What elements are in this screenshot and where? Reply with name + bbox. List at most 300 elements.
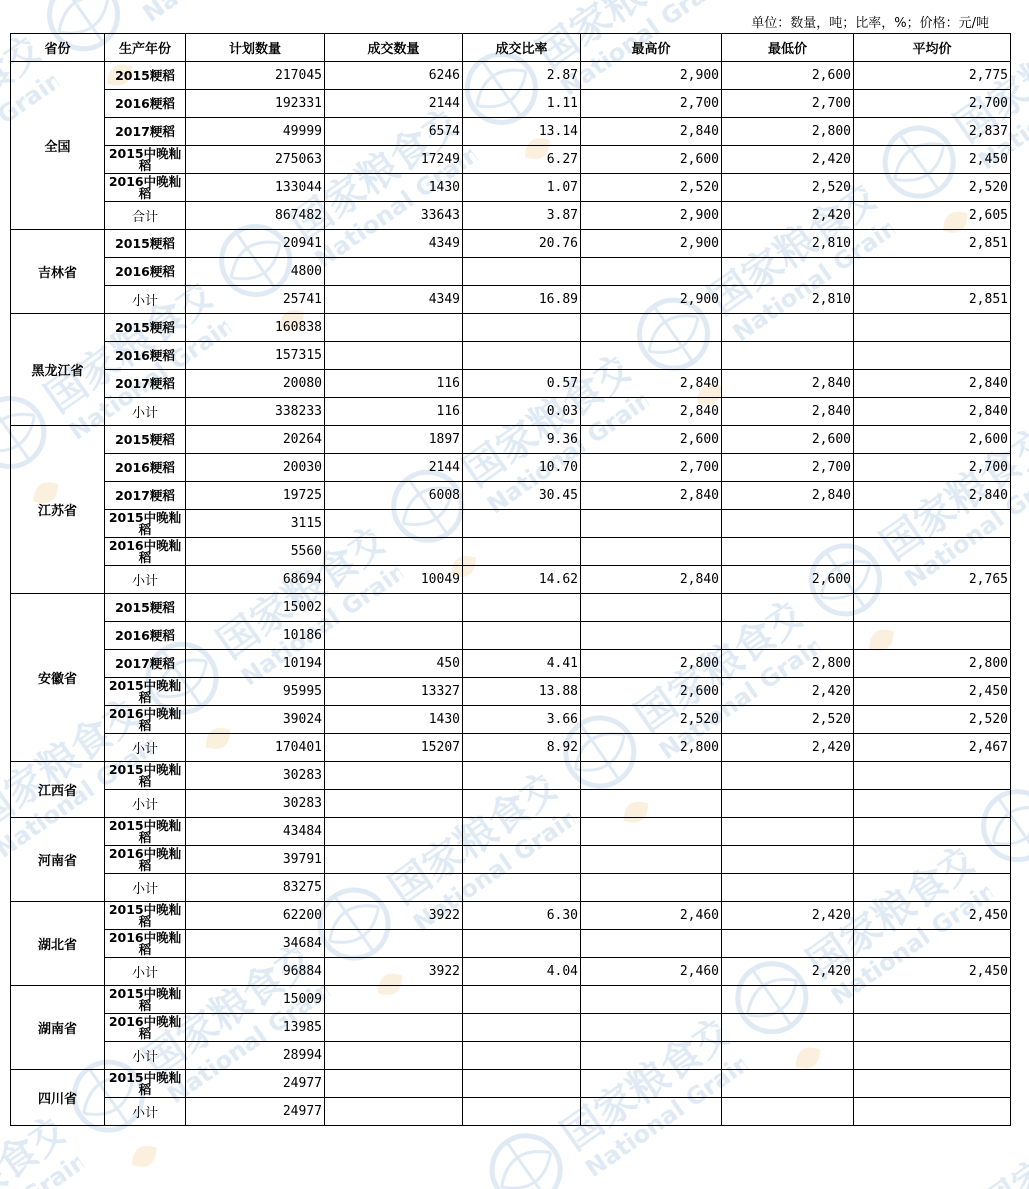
table-row <box>11 1014 1011 1042</box>
production-year-cell: 2015中晚籼稻 <box>105 510 186 538</box>
planned-quantity-cell: 20264 <box>186 426 325 454</box>
lowest-price-cell <box>722 538 854 566</box>
highest-price-cell: 2,900 <box>581 202 722 230</box>
trade-ratio-cell <box>463 930 581 958</box>
planned-quantity-cell: 15002 <box>186 594 325 622</box>
highest-price-cell <box>581 790 722 818</box>
traded-quantity-cell <box>325 846 463 874</box>
table-row <box>11 762 1011 790</box>
trade-ratio-cell: 2.87 <box>463 62 581 90</box>
highest-price-cell: 2,840 <box>581 482 722 510</box>
production-year-cell: 2015中晚籼稻 <box>105 678 186 706</box>
production-year-cell: 2015中晚籼稻 <box>105 818 186 846</box>
trade-ratio-cell <box>463 594 581 622</box>
lowest-price-cell <box>722 874 854 902</box>
lowest-price-cell: 2,810 <box>722 286 854 314</box>
production-year-cell: 2017粳稻 <box>105 370 186 398</box>
table-row <box>11 538 1011 566</box>
planned-quantity-cell: 43484 <box>186 818 325 846</box>
table-row <box>11 874 1011 902</box>
unit-note: 单位：数量，吨；比率，%；价格：元/吨 <box>751 16 989 31</box>
highest-price-cell <box>581 762 722 790</box>
traded-quantity-cell: 116 <box>325 398 463 426</box>
planned-quantity-cell: 20080 <box>186 370 325 398</box>
production-year-cell: 小计 <box>105 790 186 818</box>
planned-quantity-cell: 160838 <box>186 314 325 342</box>
lowest-price-cell: 2,420 <box>722 902 854 930</box>
planned-quantity-cell: 30283 <box>186 790 325 818</box>
traded-quantity-cell: 1430 <box>325 706 463 734</box>
production-year-cell: 小计 <box>105 286 186 314</box>
trade-ratio-cell: 9.36 <box>463 426 581 454</box>
table-row <box>11 734 1011 762</box>
header-row <box>11 34 1011 62</box>
lowest-price-cell <box>722 762 854 790</box>
province-cell: 河南省 <box>11 818 105 902</box>
planned-quantity-cell: 20030 <box>186 454 325 482</box>
province-cell: 黑龙江省 <box>11 314 105 426</box>
traded-quantity-cell <box>325 510 463 538</box>
highest-price-cell: 2,840 <box>581 398 722 426</box>
highest-price-cell: 2,600 <box>581 426 722 454</box>
table-row <box>11 902 1011 930</box>
table-row <box>11 230 1011 258</box>
planned-quantity-cell: 39791 <box>186 846 325 874</box>
planned-quantity-cell: 83275 <box>186 874 325 902</box>
average-price-cell <box>854 986 1011 1014</box>
planned-quantity-cell: 275063 <box>186 146 325 174</box>
production-year-cell: 2015中晚籼稻 <box>105 902 186 930</box>
traded-quantity-cell: 3922 <box>325 958 463 986</box>
planned-quantity-cell: 25741 <box>186 286 325 314</box>
lowest-price-cell <box>722 258 854 286</box>
highest-price-cell <box>581 538 722 566</box>
production-year-cell: 小计 <box>105 1042 186 1070</box>
average-price-cell: 2,450 <box>854 678 1011 706</box>
table-body <box>11 62 1011 1126</box>
highest-price-cell: 2,800 <box>581 650 722 678</box>
traded-quantity-cell <box>325 762 463 790</box>
traded-quantity-cell <box>325 622 463 650</box>
province-cell: 四川省 <box>11 1070 105 1126</box>
header-traded-quantity: 成交数量 <box>325 34 463 62</box>
highest-price-cell <box>581 1070 722 1098</box>
lowest-price-cell <box>722 510 854 538</box>
planned-quantity-cell: 95995 <box>186 678 325 706</box>
trade-ratio-cell: 10.70 <box>463 454 581 482</box>
average-price-cell <box>854 790 1011 818</box>
highest-price-cell: 2,460 <box>581 958 722 986</box>
planned-quantity-cell: 133044 <box>186 174 325 202</box>
production-year-cell: 2016中晚籼稻 <box>105 174 186 202</box>
highest-price-cell: 2,600 <box>581 678 722 706</box>
average-price-cell: 2,700 <box>854 90 1011 118</box>
production-year-cell: 小计 <box>105 958 186 986</box>
table-row <box>11 1070 1011 1098</box>
header-average-price: 平均价 <box>854 34 1011 62</box>
traded-quantity-cell <box>325 874 463 902</box>
production-year-cell: 2016中晚籼稻 <box>105 1014 186 1042</box>
highest-price-cell <box>581 314 722 342</box>
province-cell: 安徽省 <box>11 594 105 762</box>
production-year-cell: 2015中晚籼稻 <box>105 1070 186 1098</box>
planned-quantity-cell: 4800 <box>186 258 325 286</box>
lowest-price-cell: 2,800 <box>722 118 854 146</box>
lowest-price-cell <box>722 622 854 650</box>
table-row <box>11 174 1011 202</box>
lowest-price-cell <box>722 1014 854 1042</box>
traded-quantity-cell: 2144 <box>325 90 463 118</box>
table-row <box>11 510 1011 538</box>
traded-quantity-cell: 1430 <box>325 174 463 202</box>
lowest-price-cell: 2,700 <box>722 90 854 118</box>
production-year-cell: 小计 <box>105 398 186 426</box>
production-year-cell: 2015粳稻 <box>105 594 186 622</box>
production-year-cell: 小计 <box>105 734 186 762</box>
lowest-price-cell: 2,420 <box>722 734 854 762</box>
average-price-cell: 2,840 <box>854 482 1011 510</box>
planned-quantity-cell: 157315 <box>186 342 325 370</box>
lowest-price-cell <box>722 986 854 1014</box>
production-year-cell: 2015中晚籼稻 <box>105 762 186 790</box>
trade-ratio-cell <box>463 1070 581 1098</box>
average-price-cell: 2,700 <box>854 454 1011 482</box>
province-cell: 江西省 <box>11 762 105 818</box>
production-year-cell: 2015粳稻 <box>105 230 186 258</box>
table-row <box>11 90 1011 118</box>
trade-ratio-cell <box>463 342 581 370</box>
trade-ratio-cell <box>463 510 581 538</box>
production-year-cell: 2016粳稻 <box>105 342 186 370</box>
average-price-cell <box>854 1014 1011 1042</box>
trade-ratio-cell <box>463 874 581 902</box>
lowest-price-cell <box>722 1042 854 1070</box>
average-price-cell: 2,605 <box>854 202 1011 230</box>
average-price-cell: 2,775 <box>854 62 1011 90</box>
planned-quantity-cell: 10186 <box>186 622 325 650</box>
lowest-price-cell <box>722 314 854 342</box>
traded-quantity-cell: 3922 <box>325 902 463 930</box>
lowest-price-cell: 2,520 <box>722 174 854 202</box>
traded-quantity-cell <box>325 594 463 622</box>
trade-ratio-cell <box>463 538 581 566</box>
table-row <box>11 986 1011 1014</box>
trade-ratio-cell: 4.04 <box>463 958 581 986</box>
table-row <box>11 482 1011 510</box>
trade-ratio-cell: 0.03 <box>463 398 581 426</box>
traded-quantity-cell <box>325 1070 463 1098</box>
traded-quantity-cell: 6008 <box>325 482 463 510</box>
average-price-cell <box>854 818 1011 846</box>
table-row <box>11 1098 1011 1126</box>
production-year-cell: 2015中晚籼稻 <box>105 986 186 1014</box>
average-price-cell <box>854 510 1011 538</box>
planned-quantity-cell: 13985 <box>186 1014 325 1042</box>
traded-quantity-cell: 17249 <box>325 146 463 174</box>
average-price-cell: 2,837 <box>854 118 1011 146</box>
table-row <box>11 62 1011 90</box>
highest-price-cell <box>581 818 722 846</box>
planned-quantity-cell: 170401 <box>186 734 325 762</box>
trade-ratio-cell <box>463 790 581 818</box>
average-price-cell: 2,520 <box>854 174 1011 202</box>
traded-quantity-cell <box>325 818 463 846</box>
lowest-price-cell: 2,600 <box>722 62 854 90</box>
highest-price-cell: 2,700 <box>581 454 722 482</box>
trade-ratio-cell: 6.30 <box>463 902 581 930</box>
highest-price-cell <box>581 986 722 1014</box>
planned-quantity-cell: 49999 <box>186 118 325 146</box>
lowest-price-cell <box>722 790 854 818</box>
planned-quantity-cell: 24977 <box>186 1098 325 1126</box>
traded-quantity-cell: 2144 <box>325 454 463 482</box>
lowest-price-cell <box>722 1098 854 1126</box>
trade-ratio-cell <box>463 762 581 790</box>
highest-price-cell: 2,520 <box>581 174 722 202</box>
average-price-cell <box>854 930 1011 958</box>
production-year-cell: 小计 <box>105 874 186 902</box>
province-cell: 全国 <box>11 62 105 230</box>
trade-ratio-cell: 8.92 <box>463 734 581 762</box>
table-row <box>11 678 1011 706</box>
table-row <box>11 370 1011 398</box>
traded-quantity-cell: 6246 <box>325 62 463 90</box>
trade-ratio-cell <box>463 1014 581 1042</box>
production-year-cell: 合计 <box>105 202 186 230</box>
average-price-cell: 2,467 <box>854 734 1011 762</box>
trade-ratio-cell: 13.14 <box>463 118 581 146</box>
header-planned-quantity: 计划数量 <box>186 34 325 62</box>
trade-ratio-cell: 20.76 <box>463 230 581 258</box>
lowest-price-cell: 2,420 <box>722 678 854 706</box>
highest-price-cell <box>581 622 722 650</box>
lowest-price-cell: 2,600 <box>722 426 854 454</box>
trade-ratio-cell <box>463 818 581 846</box>
average-price-cell: 2,800 <box>854 650 1011 678</box>
average-price-cell: 2,450 <box>854 146 1011 174</box>
highest-price-cell: 2,520 <box>581 706 722 734</box>
trade-ratio-cell: 3.66 <box>463 706 581 734</box>
planned-quantity-cell: 39024 <box>186 706 325 734</box>
table-row <box>11 706 1011 734</box>
production-year-cell: 2017粳稻 <box>105 118 186 146</box>
planned-quantity-cell: 20941 <box>186 230 325 258</box>
production-year-cell: 2016粳稻 <box>105 258 186 286</box>
planned-quantity-cell: 24977 <box>186 1070 325 1098</box>
table-row <box>11 594 1011 622</box>
planned-quantity-cell: 3115 <box>186 510 325 538</box>
average-price-cell: 2,765 <box>854 566 1011 594</box>
production-year-cell: 2016粳稻 <box>105 454 186 482</box>
traded-quantity-cell <box>325 930 463 958</box>
lowest-price-cell: 2,840 <box>722 398 854 426</box>
average-price-cell <box>854 762 1011 790</box>
highest-price-cell <box>581 874 722 902</box>
planned-quantity-cell: 217045 <box>186 62 325 90</box>
trade-ratio-cell <box>463 1042 581 1070</box>
average-price-cell: 2,520 <box>854 706 1011 734</box>
trade-ratio-cell: 3.87 <box>463 202 581 230</box>
lowest-price-cell <box>722 930 854 958</box>
trade-ratio-cell: 4.41 <box>463 650 581 678</box>
average-price-cell <box>854 622 1011 650</box>
highest-price-cell: 2,900 <box>581 286 722 314</box>
highest-price-cell <box>581 510 722 538</box>
table-row <box>11 622 1011 650</box>
trade-ratio-cell <box>463 1098 581 1126</box>
province-cell: 湖南省 <box>11 986 105 1070</box>
average-price-cell <box>854 258 1011 286</box>
table-row <box>11 1042 1011 1070</box>
province-cell: 江苏省 <box>11 426 105 594</box>
highest-price-cell <box>581 258 722 286</box>
production-year-cell: 2016中晚籼稻 <box>105 846 186 874</box>
average-price-cell <box>854 594 1011 622</box>
traded-quantity-cell <box>325 314 463 342</box>
trade-ratio-cell <box>463 986 581 1014</box>
average-price-cell: 2,851 <box>854 230 1011 258</box>
trade-ratio-cell: 1.11 <box>463 90 581 118</box>
production-year-cell: 2016粳稻 <box>105 622 186 650</box>
trade-ratio-cell: 6.27 <box>463 146 581 174</box>
table-row <box>11 146 1011 174</box>
traded-quantity-cell: 1897 <box>325 426 463 454</box>
traded-quantity-cell: 33643 <box>325 202 463 230</box>
traded-quantity-cell <box>325 1042 463 1070</box>
planned-quantity-cell: 30283 <box>186 762 325 790</box>
production-year-cell: 2017粳稻 <box>105 482 186 510</box>
table-row <box>11 454 1011 482</box>
header-lowest-price: 最低价 <box>722 34 854 62</box>
highest-price-cell: 2,900 <box>581 230 722 258</box>
lowest-price-cell: 2,840 <box>722 370 854 398</box>
trade-ratio-cell <box>463 258 581 286</box>
traded-quantity-cell <box>325 538 463 566</box>
table-row <box>11 818 1011 846</box>
province-cell: 湖北省 <box>11 902 105 986</box>
highest-price-cell <box>581 1098 722 1126</box>
lowest-price-cell: 2,420 <box>722 146 854 174</box>
average-price-cell <box>854 874 1011 902</box>
production-year-cell: 2015粳稻 <box>105 314 186 342</box>
highest-price-cell <box>581 342 722 370</box>
lowest-price-cell: 2,420 <box>722 958 854 986</box>
table-row <box>11 258 1011 286</box>
table-row <box>11 790 1011 818</box>
header-trade-ratio: 成交比率 <box>463 34 581 62</box>
lowest-price-cell <box>722 818 854 846</box>
lowest-price-cell: 2,840 <box>722 482 854 510</box>
traded-quantity-cell <box>325 258 463 286</box>
average-price-cell <box>854 1042 1011 1070</box>
lowest-price-cell <box>722 342 854 370</box>
highest-price-cell <box>581 1014 722 1042</box>
traded-quantity-cell: 6574 <box>325 118 463 146</box>
highest-price-cell <box>581 594 722 622</box>
traded-quantity-cell <box>325 342 463 370</box>
average-price-cell <box>854 846 1011 874</box>
header-province: 省份 <box>11 34 105 62</box>
lowest-price-cell <box>722 846 854 874</box>
highest-price-cell: 2,800 <box>581 734 722 762</box>
highest-price-cell: 2,840 <box>581 566 722 594</box>
trade-ratio-cell <box>463 314 581 342</box>
trade-ratio-cell <box>463 622 581 650</box>
average-price-cell: 2,600 <box>854 426 1011 454</box>
highest-price-cell: 2,460 <box>581 902 722 930</box>
highest-price-cell <box>581 1042 722 1070</box>
province-cell: 吉林省 <box>11 230 105 314</box>
highest-price-cell: 2,700 <box>581 90 722 118</box>
table-row <box>11 930 1011 958</box>
production-year-cell: 2016中晚籼稻 <box>105 930 186 958</box>
traded-quantity-cell <box>325 1014 463 1042</box>
production-year-cell: 2015粳稻 <box>105 426 186 454</box>
highest-price-cell: 2,600 <box>581 146 722 174</box>
planned-quantity-cell: 96884 <box>186 958 325 986</box>
trade-ratio-cell: 0.57 <box>463 370 581 398</box>
production-year-cell: 小计 <box>105 566 186 594</box>
table-row <box>11 566 1011 594</box>
highest-price-cell: 2,840 <box>581 118 722 146</box>
planned-quantity-cell: 34684 <box>186 930 325 958</box>
table-row <box>11 398 1011 426</box>
table-row <box>11 426 1011 454</box>
lowest-price-cell <box>722 1070 854 1098</box>
table-row <box>11 846 1011 874</box>
planned-quantity-cell: 28994 <box>186 1042 325 1070</box>
production-year-cell: 2017粳稻 <box>105 650 186 678</box>
planned-quantity-cell: 62200 <box>186 902 325 930</box>
table-row <box>11 342 1011 370</box>
production-year-cell: 2015中晚籼稻 <box>105 146 186 174</box>
traded-quantity-cell: 116 <box>325 370 463 398</box>
production-year-cell: 2016中晚籼稻 <box>105 538 186 566</box>
trade-ratio-cell <box>463 846 581 874</box>
traded-quantity-cell <box>325 790 463 818</box>
planned-quantity-cell: 15009 <box>186 986 325 1014</box>
planned-quantity-cell: 68694 <box>186 566 325 594</box>
lowest-price-cell: 2,600 <box>722 566 854 594</box>
table-row <box>11 118 1011 146</box>
average-price-cell: 2,450 <box>854 902 1011 930</box>
highest-price-cell: 2,900 <box>581 62 722 90</box>
average-price-cell <box>854 1098 1011 1126</box>
lowest-price-cell: 2,420 <box>722 202 854 230</box>
header-production-year: 生产年份 <box>105 34 186 62</box>
production-year-cell: 小计 <box>105 1098 186 1126</box>
trade-ratio-cell: 16.89 <box>463 286 581 314</box>
production-year-cell: 2016粳稻 <box>105 90 186 118</box>
traded-quantity-cell <box>325 986 463 1014</box>
average-price-cell <box>854 1070 1011 1098</box>
average-price-cell <box>854 342 1011 370</box>
traded-quantity-cell: 10049 <box>325 566 463 594</box>
planned-quantity-cell: 10194 <box>186 650 325 678</box>
highest-price-cell: 2,840 <box>581 370 722 398</box>
traded-quantity-cell: 4349 <box>325 230 463 258</box>
planned-quantity-cell: 19725 <box>186 482 325 510</box>
table-row <box>11 958 1011 986</box>
planned-quantity-cell: 192331 <box>186 90 325 118</box>
production-year-cell: 2016中晚籼稻 <box>105 706 186 734</box>
table-row <box>11 314 1011 342</box>
trade-ratio-cell: 1.07 <box>463 174 581 202</box>
lowest-price-cell: 2,520 <box>722 706 854 734</box>
trade-results-table <box>10 33 1011 1126</box>
average-price-cell <box>854 538 1011 566</box>
average-price-cell: 2,450 <box>854 958 1011 986</box>
